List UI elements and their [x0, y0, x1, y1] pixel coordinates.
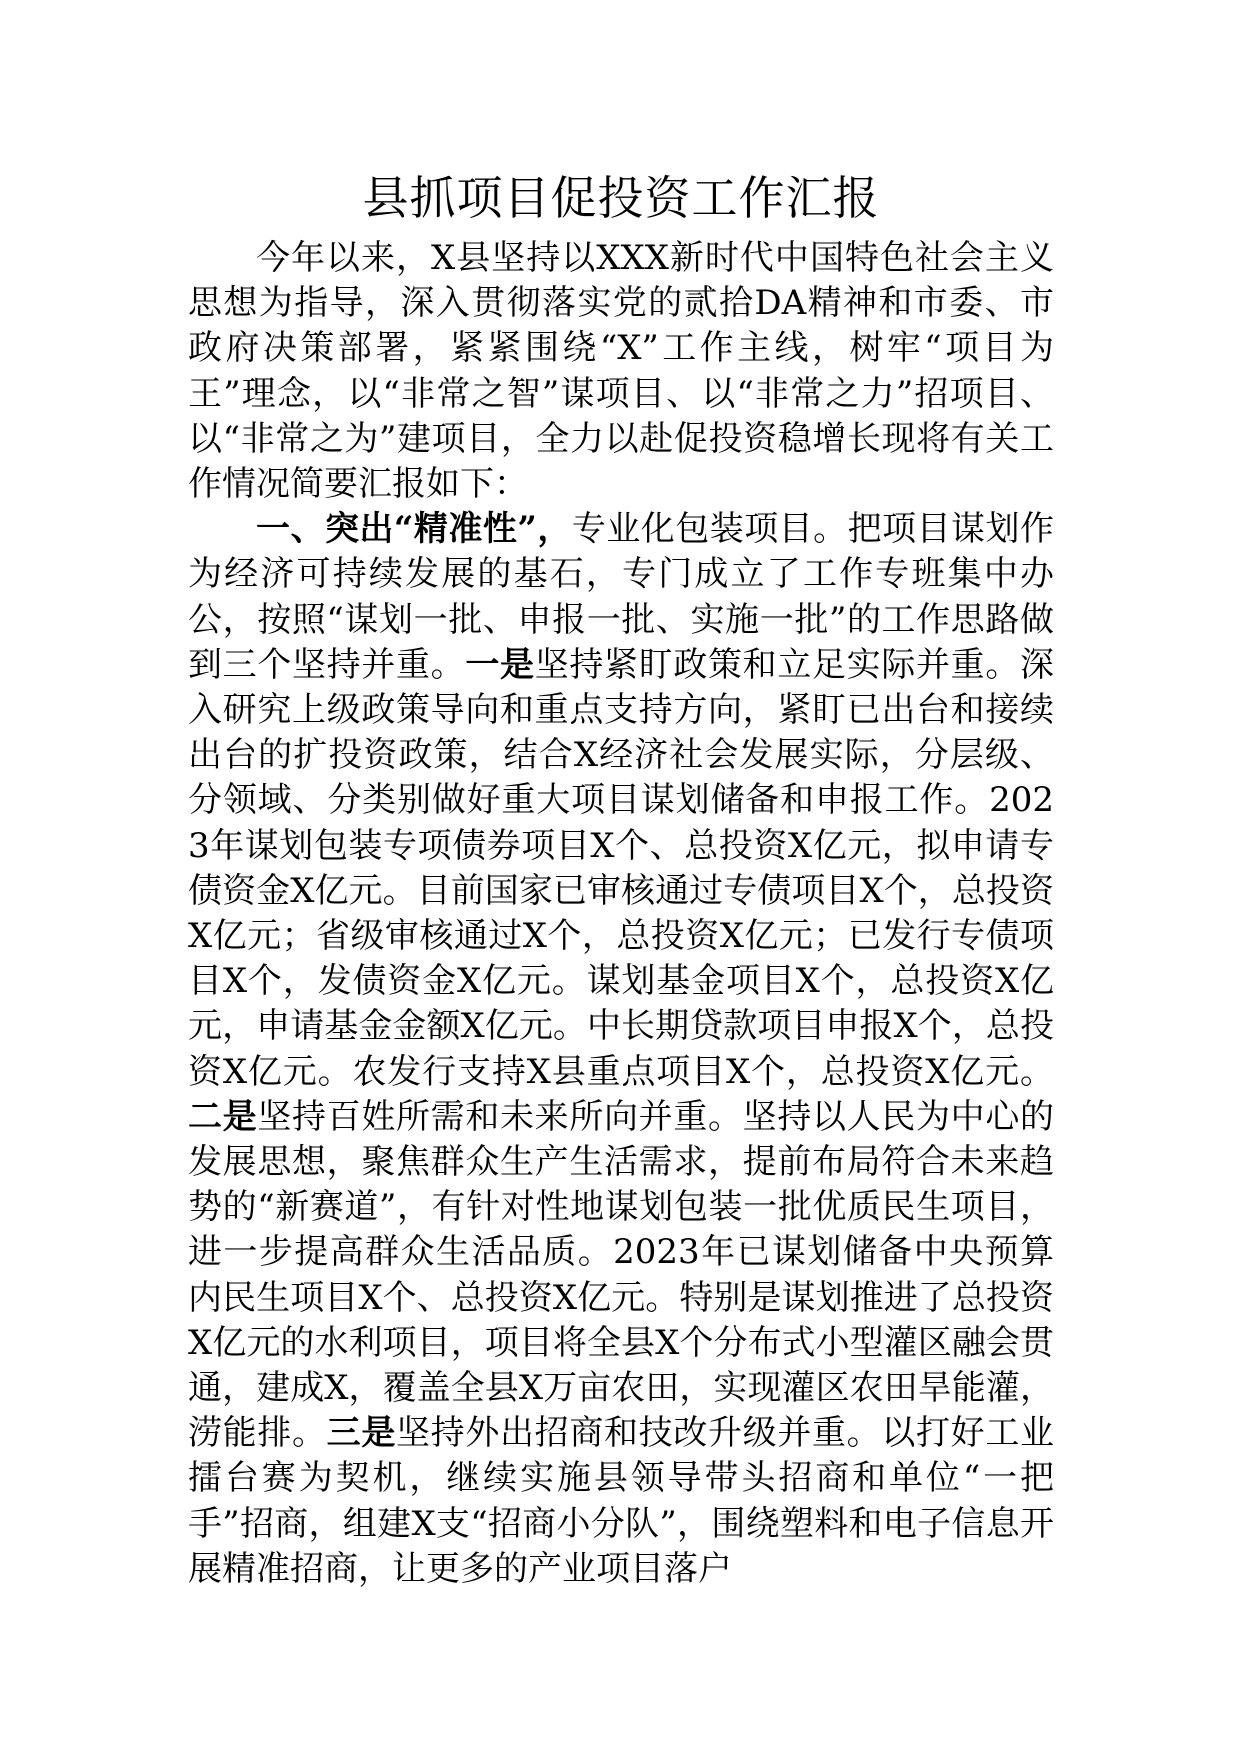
section-1-paragraph [188, 507, 1054, 1592]
section-1-heading: 一、突出“精准性”， [256, 509, 572, 550]
point-1-label: 一是 [465, 644, 535, 685]
section-1-lead: 专业化包装项目。把项目谋划作为经济可持续发展的基石，专门成立了工作专班集中办公，按照“谋划一批、申报一批、实施一批”的工作思路做到三个坚持并重。 [188, 509, 1054, 685]
document-title: 县抓项目促投资工作汇报 [362, 171, 880, 225]
document-page [188, 160, 1054, 1592]
point-1-text: 坚持紧盯政策和立足实际并重。深入研究上级政策导向和重点支持方向，紧盯已出台和接续出台的扩投资政策，结合X经济社会发展实际，分层级、分领域、分类别做好重大项目谋划储备和申报工作。2023年谋划包装专项债券项目X个、总投资X亿元，拟申请专债资金X亿元。目前国家已审核通过专债项目X个，总投资X亿元；省级审核通过X个，总投资X亿元；已发行专债项目X个，发债资金X亿元。谋划基金项目X个，总投资X亿元，申请基金金额X亿元。中长期贷款项目申报X个，总投资X亿元。农发行支持X县重点项目X个，总投资X亿元。 [188, 644, 1055, 1092]
point-2-text: 坚持百姓所需和未来所向并重。坚持以人民为中心的发展思想，聚焦群众生产生活需求，提前布局符合未来趋势的“新赛道”，有针对性地谋划包装一批优质民生项目，进一步提高群众生活品质。2023年已谋划储备中央预算内民生项目X个、总投资X亿元。特别是谋划推进了总投资X亿元的水利项目，项目将全县X个分布式小型灌区融会贯通，建成X，覆盖全县X万亩农田，实现灌区农田旱能灌，涝能排。 [188, 1096, 1055, 1454]
intro-paragraph: 今年以来，X县坚持以XXX新时代中国特色社会主义思想为指导，深入贯彻落实党的贰拾DA精神和市委、市政府决策部署，紧紧围绕“X”工作主线，树牢“项目为王”理念，以“非常之智”谋项目、以“非常之力”招项目、以“非常之为”建项目，全力以赴促投资稳增长现将有关工作情况简要汇报如下： [188, 238, 1054, 505]
point-3-label: 三是 [326, 1413, 397, 1454]
point-3-text: 坚持外出招商和技改升级并重。以打好工业擂台赛为契机，继续实施县领导带头招商和单位“一把手”招商，组建X支“招商小分队”，围绕塑料和电子信息开展精准招商，让更多的产业项目落户 [188, 1413, 1055, 1589]
point-2-label: 二是 [188, 1096, 258, 1137]
